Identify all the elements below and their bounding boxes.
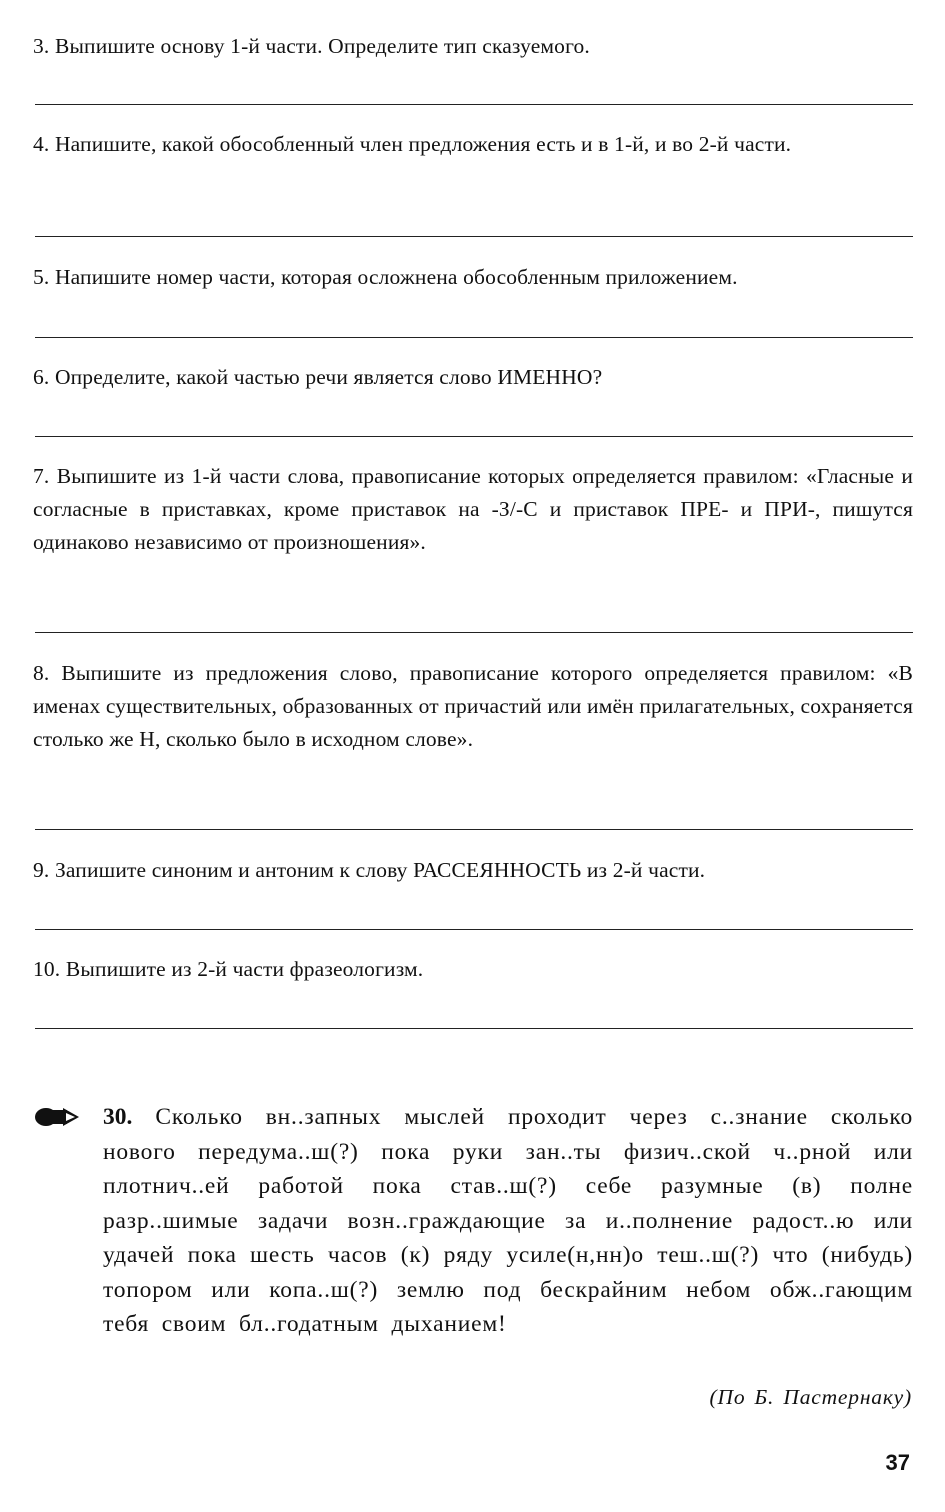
answer-line-9[interactable] <box>35 929 913 930</box>
answer-line-10[interactable] <box>35 1028 913 1029</box>
exercise-attribution: (По Б. Пастернаку) <box>709 1385 912 1409</box>
question-3 <box>33 30 913 63</box>
question-5 <box>33 261 913 294</box>
page-number: 37 <box>885 1450 910 1475</box>
question-4 <box>33 128 913 161</box>
question-text: Выпишите из 2-й части фразеологизм. <box>65 957 424 981</box>
answer-line-8[interactable] <box>35 829 913 830</box>
question-text: Запишите синоним и антоним к слову РАССЕЯННОСТЬ из 2-й части. <box>54 858 706 882</box>
exercise-text: Сколько вн..запных мыслей проходит через с..знание сколько нового передума..ш(?) пока руки зан..ты физич..ской ч..рной или плотнич..ей работой пока став..ш(?) себе разумные (в) полне разр..шимые задачи возн..граждающие за и..полнение радост..ю или удачей пока шесть часов (к) ряду усиле(н,нн)о теш..ш(?) что (нибудь) топором или копа..ш(?) землю под бескрайним небом обж..гающим тебя своим бл..годатным дыханием! <box>103 1104 913 1337</box>
question-6 <box>33 361 913 394</box>
question-text: Напишите номер части, которая осложнена обособленным приложением. <box>54 265 738 289</box>
question-text: Выпишите основу 1-й части. Определите тип сказуемого. <box>54 34 590 58</box>
question-text: Выпишите из предложения слово, правописание которого определяется правилом: «В именах существительных, образованных от причастий или имён прилагательных, сохраняется столько же Н, сколько было в исходном слове». <box>33 661 913 751</box>
question-number: 9. <box>33 858 50 882</box>
question-7 <box>33 460 913 559</box>
question-text: Напишите, какой обособленный член предложения есть и в 1-й, и во 2-й части. <box>54 132 792 156</box>
answer-line-5[interactable] <box>35 337 913 338</box>
question-text: Определите, какой частью речи является слово ИМЕННО? <box>54 365 603 389</box>
question-text: Выпишите из 1-й части слова, правописание которых определяется правилом: «Гласные и согласные в приставках, кроме приставок на -З/-С и приставок ПРЕ- и ПРИ-, пишутся одинаково независимо от произношения». <box>33 464 913 554</box>
pen-nib-icon <box>33 1104 101 1130</box>
question-number: 8. <box>33 661 50 685</box>
answer-line-7[interactable] <box>35 632 913 633</box>
exercise-number: 30. <box>103 1104 133 1130</box>
question-10 <box>33 953 913 986</box>
question-9 <box>33 854 913 887</box>
question-number: 3. <box>33 34 50 58</box>
answer-line-4[interactable] <box>35 236 913 237</box>
answer-line-6[interactable] <box>35 436 913 437</box>
question-number: 5. <box>33 265 50 289</box>
question-number: 4. <box>33 132 50 156</box>
question-number: 10. <box>33 957 61 981</box>
question-8 <box>33 657 913 756</box>
exercise-30 <box>103 1100 913 1342</box>
question-number: 7. <box>33 464 50 488</box>
question-number: 6. <box>33 365 50 389</box>
answer-line-3[interactable] <box>35 104 913 105</box>
